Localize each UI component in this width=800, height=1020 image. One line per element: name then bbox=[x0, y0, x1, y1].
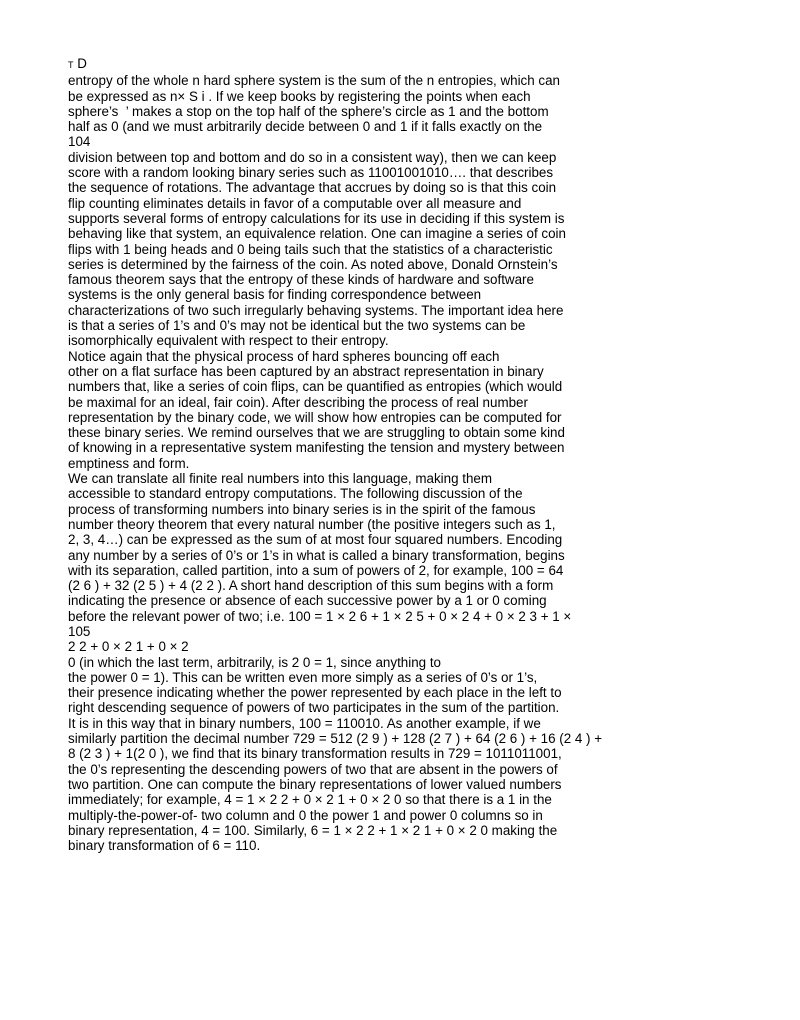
text-line: two partition. One can compute the binary representations of lower valued numbers bbox=[68, 776, 562, 792]
text-line: flip counting eliminates details in favor of a computable over all measure and bbox=[68, 195, 522, 211]
header-mark: D bbox=[77, 56, 87, 71]
text-line: emptiness and form. bbox=[68, 455, 190, 471]
text-line: 105 bbox=[68, 623, 91, 639]
text-line: the sequence of rotations. The advantage that accrues by doing so is that this coin bbox=[68, 180, 557, 196]
text-line: 8 (2 3 ) + 1(2 0 ), we find that its binary transformation results in 729 = 1011011001, bbox=[68, 746, 562, 762]
text-line: sphere’s ’ makes a stop on the top half of the sphere’s circle as 1 and the bottom bbox=[68, 103, 549, 119]
text-line: binary representation, 4 = 100. Similarly, 6 = 1 × 2 2 + 1 × 2 1 + 0 × 2 0 making the bbox=[68, 822, 558, 838]
text-line: systems is the only general basis for finding correspondence between bbox=[68, 287, 482, 303]
text-line: behaving like that system, an equivalence relation. One can imagine a series of coin bbox=[68, 226, 566, 242]
text-line: isomorphically equivalent with respect to their entropy. bbox=[68, 333, 389, 349]
text-line: accessible to standard entropy computations. The following discussion of the bbox=[68, 486, 523, 502]
text-line: 2 2 + 0 × 2 1 + 0 × 2 bbox=[68, 639, 189, 655]
text-line: division between top and bottom and do so in a consistent way), then we can keep bbox=[68, 149, 557, 165]
text-line: characterizations of two such irregularly behaving systems. The important idea here bbox=[68, 302, 564, 318]
text-line: famous theorem says that the entropy of these kinds of hardware and software bbox=[68, 272, 534, 288]
text-line: half as 0 (and we must arbitrarily decide between 0 and 1 if it falls exactly on the bbox=[68, 119, 543, 135]
text-line: right descending sequence of powers of two participates in the sum of the partition. bbox=[68, 700, 560, 716]
text-line: be maximal for an ideal, fair coin). After describing the process of real number bbox=[68, 394, 528, 410]
header-mark-small: T bbox=[68, 60, 74, 70]
text-line: with its separation, called partition, into a sum of powers of 2, for example, 100 = 64 bbox=[68, 562, 564, 578]
text-line: of knowing in a representative system manifesting the tension and mystery between bbox=[68, 440, 565, 456]
text-line: binary transformation of 6 = 110. bbox=[68, 838, 261, 854]
text-line: immediately; for example, 4 = 1 × 2 2 + 0 × 2 1 + 0 × 2 0 so that there is a 1 in the bbox=[68, 792, 552, 808]
text-line: the power 0 = 1). This can be written even more simply as a series of 0’s or 1’s, bbox=[68, 669, 538, 685]
text-line: process of transforming numbers into binary series is in the spirit of the famous bbox=[68, 501, 536, 517]
text-line: any number by a series of 0’s or 1’s in what is called a binary transformation, begins bbox=[68, 547, 565, 563]
text-line: numbers that, like a series of coin flips, can be quantified as entropies (which would bbox=[68, 379, 563, 395]
text-line: their presence indicating whether the power represented by each place in the left to bbox=[68, 685, 562, 701]
text-line: series is determined by the fairness of the coin. As noted above, Donald Ornstein’s bbox=[68, 256, 558, 272]
body-text bbox=[68, 73, 748, 853]
text-line: is that a series of 1’s and 0’s may not be identical but the two systems can be bbox=[68, 318, 526, 334]
text-line: 2, 3, 4…) can be expressed as the sum of at most four squared numbers. Encoding bbox=[68, 532, 563, 548]
text-line: We can translate all finite real numbers into this language, making them bbox=[68, 471, 493, 487]
text-line: number theory theorem that every natural number (the positive integers such as 1, bbox=[68, 516, 556, 532]
text-line: supports several forms of entropy calculations for its use in deciding if this system is bbox=[68, 210, 565, 226]
text-line: indicating the presence or absence of each successive power by a 1 or 0 coming bbox=[68, 593, 547, 609]
text-line: score with a random looking binary series such as 11001001010…. that describes bbox=[68, 165, 554, 181]
text-line: similarly partition the decimal number 729 = 512 (2 9 ) + 128 (2 7 ) + 64 (2 6 ) + 16 (2 4 ) + bbox=[68, 731, 603, 747]
text-line: the 0’s representing the descending powers of two that are absent in the powers of bbox=[68, 761, 558, 777]
text-line: other on a flat surface has been captured by an abstract representation in binary bbox=[68, 363, 544, 379]
text-line: It is in this way that in binary numbers, 100 = 110010. As another example, if we bbox=[68, 715, 541, 731]
text-line: be expressed as n× S i . If we keep books by registering the points when each bbox=[68, 88, 531, 104]
text-line: Notice again that the physical process of hard spheres bouncing off each bbox=[68, 348, 500, 364]
page-header-mark bbox=[68, 56, 748, 73]
text-line: these binary series. We remind ourselves that we are struggling to obtain some kind bbox=[68, 425, 565, 441]
text-line: 104 bbox=[68, 134, 91, 150]
text-line: (2 6 ) + 32 (2 5 ) + 4 (2 2 ). A short hand description of this sum begins with a form bbox=[68, 578, 554, 594]
text-line: multiply-the-power-of- two column and 0 the power 1 and power 0 columns so in bbox=[68, 807, 543, 823]
text-line: representation by the binary code, we will show how entropies can be computed for bbox=[68, 409, 562, 425]
text-line: 0 (in which the last term, arbitrarily, is 2 0 = 1, since anything to bbox=[68, 654, 441, 670]
text-line: before the relevant power of two; i.e. 100 = 1 × 2 6 + 1 × 2 5 + 0 × 2 4 + 0 × 2 3 + 1 × bbox=[68, 608, 572, 624]
text-line: entropy of the whole n hard sphere system is the sum of the n entropies, which can bbox=[68, 73, 561, 89]
text-line: flips with 1 being heads and 0 being tails such that the statistics of a characteristic bbox=[68, 241, 553, 257]
document-page bbox=[68, 56, 748, 853]
